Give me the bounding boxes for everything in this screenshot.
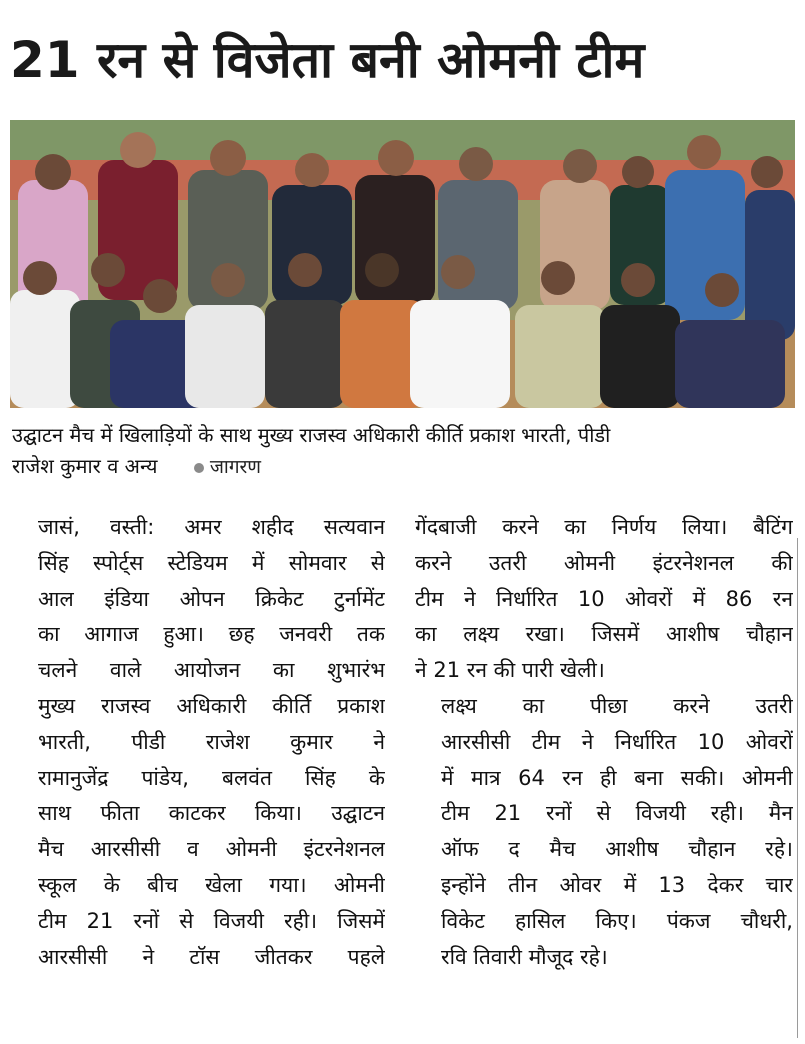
article-line: का आगाज हुआ। छह जनवरी तक	[38, 622, 385, 647]
article-line: टीम ने निर्धारित 10 ओवरों में 86 रन	[415, 586, 793, 611]
team-photo	[10, 120, 795, 408]
photo-credit-label: जागरण	[209, 456, 262, 478]
article-column-left	[12, 510, 385, 975]
article-line: जासं, वस्ती: अमर शहीद सत्यवान	[38, 515, 385, 539]
article-line: आरसीसी टीम ने निर्धारित 10 ओवरों	[441, 729, 793, 754]
caption-line-1: उद्घाटन मैच में खिलाड़ियों के साथ मुख्य राजस्व अधिकारी कीर्ति प्रकाश भारती, पीडी	[12, 423, 611, 447]
article-paragraph	[415, 689, 793, 975]
article-line: रामानुजेंद्र पांडेय, बलवंत सिंह के	[38, 765, 385, 790]
article-line: टीम 21 रनों से विजयी रही। जिसमें	[38, 908, 385, 933]
team-photo-icon	[10, 120, 795, 408]
column-rule	[797, 538, 798, 1038]
article-line: रवि तिवारी मौजूद रहे।	[441, 944, 608, 969]
article-line: आरसीसी ने टॉस जीतकर पहले	[38, 944, 385, 969]
article-line: में मात्र 64 रन ही बना सकी। ओमनी	[441, 765, 793, 790]
headline: 21 रन से विजेता बनी ओमनी टीम	[10, 31, 645, 89]
article-line: लक्ष्य का पीछा करने उतरी	[441, 693, 793, 718]
photo-credit	[194, 452, 261, 483]
article-line: चलने वाले आयोजन का शुभारंभ	[38, 658, 385, 683]
article-line: गेंदबाजी करने का निर्णय लिया। बैटिंग	[415, 515, 793, 539]
caption-line-2: राजेश कुमार व अन्य	[12, 454, 158, 478]
article-line: का लक्ष्य रखा। जिसमें आशीष चौहान	[415, 622, 793, 647]
article-line: ऑफ द मैच आशीष चौहान रहे।	[441, 837, 793, 862]
article-line: इन्होंने तीन ओवर में 13 देकर चार	[441, 872, 793, 897]
article-line: मैच आरसीसी व ओमनी इंटरनेशनल	[38, 837, 385, 862]
article-line: टीम 21 रनों से विजयी रही। मैन	[441, 801, 793, 826]
article-paragraph	[415, 510, 793, 689]
article-line: करने उतरी ओमनी इंटरनेशनल की	[415, 550, 793, 575]
article-paragraph	[12, 510, 385, 975]
photo-caption	[12, 420, 795, 483]
article-line: भारती, पीडी राजेश कुमार ने	[38, 729, 385, 754]
article-line: आल इंडिया ओपन क्रिकेट टुर्नामेंट	[38, 586, 385, 611]
bullet-icon	[194, 463, 204, 473]
article-line: साथ फीता काटकर किया। उद्घाटन	[38, 801, 385, 826]
article-line: विकेट हासिल किए। पंकज चौधरी,	[441, 908, 793, 933]
article-line: सिंह स्पोर्ट्स स्टेडियम में सोमवार से	[38, 550, 385, 575]
article-line: स्कूल के बीच खेला गया। ओमनी	[38, 872, 385, 897]
article-line: मुख्य राजस्व अधिकारी कीर्ति प्रकाश	[38, 693, 385, 718]
article-line: ने 21 रन की पारी खेली।	[415, 658, 605, 683]
article-column-right	[415, 510, 793, 975]
